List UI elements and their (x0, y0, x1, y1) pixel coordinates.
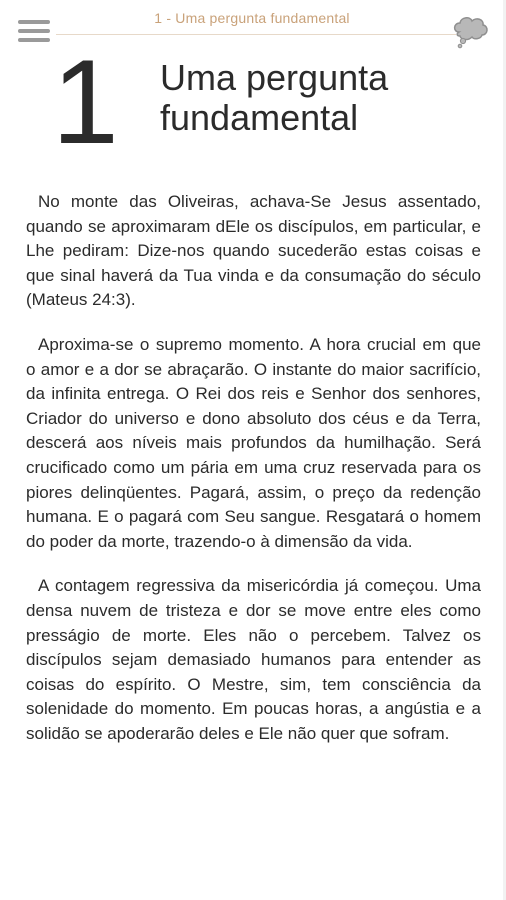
menu-line (18, 20, 50, 24)
thought-cloud-icon-graphic (450, 12, 490, 50)
thought-cloud-icon[interactable] (450, 12, 490, 50)
paragraph: No monte das Oliveiras, achava-Se Jesus assentado, quando se aproximaram dEle os discípulos, em particular, e Lhe pediram: Dize-nos quando sucederão estas coisas e que sinal haverá da Tua vinda e da consumação do século (Mateus 24:3). (26, 192, 481, 310)
menu-line (18, 38, 50, 42)
chapter-header-label: 1 - Uma pergunta fundamental (154, 10, 350, 26)
paragraph: A contagem regressiva da misericórdia já começou. Uma densa nuvem de tristeza e dor se move entre eles como presságio de morte. Eles não o percebem. Talvez os discípulos sejam demasiado humanos para entender as coisas do espírito. O Mestre, sim, tem consciência da solenidade do momento. Em poucas horas, a angústia e a solidão se apoderarão deles e Ele não quer que sofram. (26, 576, 481, 743)
paragraph: Aproxima-se o supremo momento. A hora crucial em que o amor e a dor se abraçarão. O instante do maior sacrifício, da infinita entrega. O Rei dos reis e Senhor dos senhores, Criador do universo e dono absoluto dos céus e da Terra, descerá aos níveis mais profundos da humilhação. Será crucificado como um pária em uma cruz reservada para os piores delinqüentes. Pagará, assim, o preço da redenção humana. E o pagará com Seu sangue. Resgatará o homem do poder da morte, trazendo-o à dimensão da vida. (26, 334, 481, 551)
chapter-number: 1 (52, 35, 119, 169)
menu-icon[interactable] (18, 20, 50, 46)
chapter-title: Uma pergunta fundamental (160, 57, 389, 139)
menu-line (18, 29, 50, 33)
chapter-content (26, 190, 481, 766)
